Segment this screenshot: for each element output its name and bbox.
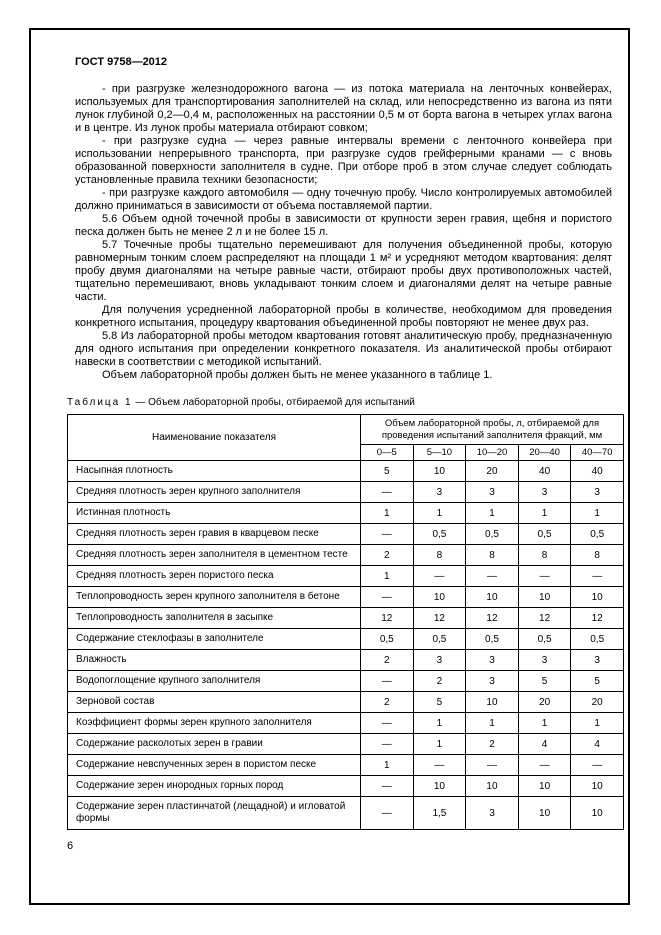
indicator-name-cell: Содержание стеклофазы в заполнителе — [68, 629, 361, 650]
column-header-indicator-name: Наименование показателя — [68, 415, 361, 461]
volume-value-cell: — — [361, 587, 414, 608]
column-group-header-volume: Объем лабораторной пробы, л, отбираемой для проведения испытаний заполнителя фракций, мм — [361, 415, 624, 445]
volume-value-cell: — — [361, 671, 414, 692]
table-row — [68, 776, 624, 797]
volume-value-cell: 0,5 — [413, 629, 466, 650]
volume-value-cell: 0,5 — [518, 524, 571, 545]
indicator-name-cell: Зерновой состав — [68, 692, 361, 713]
table-row — [68, 524, 624, 545]
volume-value-cell: 0,5 — [361, 629, 414, 650]
volume-value-cell: — — [361, 713, 414, 734]
volume-value-cell: 8 — [518, 545, 571, 566]
volume-value-cell: 12 — [413, 608, 466, 629]
volume-value-cell: 12 — [361, 608, 414, 629]
volume-value-cell: — — [571, 566, 624, 587]
volume-value-cell: 2 — [361, 692, 414, 713]
volume-value-cell: 2 — [361, 650, 414, 671]
volume-value-cell: 4 — [571, 734, 624, 755]
fraction-header-cell: 40—70 — [571, 445, 624, 461]
page-border-frame — [29, 28, 630, 905]
volume-value-cell: 40 — [518, 461, 571, 482]
document-title: ГОСТ 9758—2012 — [75, 56, 168, 68]
table-caption — [67, 397, 612, 408]
table-row — [68, 797, 624, 830]
volume-value-cell: — — [518, 566, 571, 587]
volume-value-cell: 1 — [361, 566, 414, 587]
volume-value-cell: — — [361, 734, 414, 755]
volume-value-cell: 1 — [571, 503, 624, 524]
table-row — [68, 671, 624, 692]
volume-value-cell: 10 — [413, 461, 466, 482]
volume-value-cell: 0,5 — [518, 629, 571, 650]
volume-value-cell: 3 — [466, 797, 519, 830]
volume-value-cell: 10 — [466, 692, 519, 713]
table-row — [68, 482, 624, 503]
volume-value-cell: — — [466, 566, 519, 587]
volume-value-cell: 10 — [518, 587, 571, 608]
volume-value-cell: — — [571, 755, 624, 776]
indicator-name-cell: Коэффициент формы зерен крупного заполнителя — [68, 713, 361, 734]
fraction-header-cell: 5—10 — [413, 445, 466, 461]
table-row — [68, 587, 624, 608]
volume-value-cell: 1 — [518, 503, 571, 524]
volume-value-cell: — — [361, 524, 414, 545]
table-caption-text: — Объем лабораторной пробы, отбираемой для испытаний — [132, 397, 415, 408]
volume-value-cell: 1 — [361, 755, 414, 776]
volume-value-cell: 3 — [518, 650, 571, 671]
indicator-name-cell: Насыпная плотность — [68, 461, 361, 482]
table-row — [68, 692, 624, 713]
volume-value-cell: 5 — [361, 461, 414, 482]
paragraph-quartering: Для получения усредненной лабораторной пробы в количестве, необходимом для проведения конкретного испытания, процедуру квартования объединенной пробы повторяют не менее двух раз. — [75, 304, 612, 329]
volume-value-cell: 0,5 — [413, 524, 466, 545]
indicator-name-cell: Средняя плотность зерен пористого песка — [68, 566, 361, 587]
indicator-name-cell: Средняя плотность зерен заполнителя в цементном тесте — [68, 545, 361, 566]
volume-value-cell: 1 — [518, 713, 571, 734]
paragraph-unloading-ship: - при разгрузке судна — через равные интервалы времени с ленточного конвейера при использовании непрерывного транспорта, при разгрузке судов грейферными кранами — с вновь образованной поверхности заполнителя в судне. При отборе проб в этом случае следует соблюдать установленные правила техники безопасности; — [75, 135, 612, 186]
volume-value-cell: 0,5 — [571, 629, 624, 650]
volume-value-cell: 5 — [571, 671, 624, 692]
table-row — [68, 755, 624, 776]
volume-value-cell: 40 — [571, 461, 624, 482]
volume-value-cell: — — [361, 776, 414, 797]
volume-value-cell: 0,5 — [571, 524, 624, 545]
volume-value-cell: 10 — [466, 587, 519, 608]
volume-value-cell: — — [361, 482, 414, 503]
volume-value-cell: 4 — [518, 734, 571, 755]
table-header-row-1 — [68, 415, 624, 445]
table-caption-label: Таблица 1 — [67, 397, 133, 408]
volume-value-cell: 0,5 — [466, 524, 519, 545]
volume-value-cell: 10 — [571, 797, 624, 830]
volume-value-cell: 8 — [571, 545, 624, 566]
indicator-name-cell: Влажность — [68, 650, 361, 671]
volume-value-cell: 1 — [466, 503, 519, 524]
volume-value-cell: 3 — [571, 650, 624, 671]
volume-value-cell: 1 — [413, 713, 466, 734]
volume-value-cell: 1 — [466, 713, 519, 734]
volume-value-cell: 2 — [361, 545, 414, 566]
paragraph-clause-5-8: 5.8 Из лабораторной пробы методом квартования готовят аналитическую пробу, предназначенную для одного испытания при определении конкретного показателя. Из аналитической пробы отбирают навески в соответствии с методикой испытаний. — [75, 330, 612, 368]
volume-value-cell: 3 — [466, 482, 519, 503]
volume-value-cell: 1 — [413, 734, 466, 755]
table-row — [68, 545, 624, 566]
volume-value-cell: 2 — [413, 671, 466, 692]
volume-value-cell: 3 — [466, 650, 519, 671]
fraction-header-cell: 20—40 — [518, 445, 571, 461]
volume-value-cell: 8 — [413, 545, 466, 566]
paragraph-table-reference: Объем лабораторной пробы должен быть не менее указанного в таблице 1. — [102, 369, 493, 381]
volume-value-cell: — — [518, 755, 571, 776]
indicator-name-cell: Водопоглощение крупного заполнителя — [68, 671, 361, 692]
volume-value-cell: 1,5 — [413, 797, 466, 830]
volume-value-cell: 1 — [361, 503, 414, 524]
paragraph-clause-5-7: 5.7 Точечные пробы тщательно перемешивают для получения объединенной пробы, которую равномерным тонким слоем распределяют на площади 1 м² и усредняют методом квартования: делят пробу двумя диагоналями на четыре равные части, отбирают пробы двух противоположных частей, тщательно перемешивают, вновь укладывают тонким слоем и диагоналями делят на четыре равные части. — [75, 239, 612, 303]
indicator-name-cell: Содержание расколотых зерен в гравии — [68, 734, 361, 755]
volume-value-cell: 3 — [518, 482, 571, 503]
volume-value-cell: 1 — [413, 503, 466, 524]
volume-value-cell: 10 — [413, 776, 466, 797]
volume-value-cell: 10 — [571, 587, 624, 608]
indicator-name-cell: Содержание зерен пластинчатой (лещадной) и игловатой формы — [68, 797, 361, 830]
indicator-name-cell: Содержание невспученных зерен в пористом песке — [68, 755, 361, 776]
volume-value-cell: 3 — [571, 482, 624, 503]
paragraph-unloading-truck: - при разгрузке каждого автомобиля — одну точечную пробу. Число контролируемых автомобилей должно приниматься в зависимости от объема поставляемой партии. — [75, 187, 612, 212]
indicator-name-cell: Содержание зерен инородных горных пород — [68, 776, 361, 797]
volume-value-cell: 5 — [518, 671, 571, 692]
paragraph-unloading-railcar: - при разгрузке железнодорожного вагона — из потока материала на ленточных конвейерах, используемых для транспортирования заполнителей на склад, или непосредственно из вагона из пяти лунок глубиной 0,2—0,4 м, расположенных на расстоянии 0,5 м от борта вагона в четырех углах вагона и в центре. Из лунок пробы материала отбирают совком; — [75, 83, 612, 134]
volume-value-cell: 3 — [466, 671, 519, 692]
volume-value-cell: 10 — [466, 776, 519, 797]
volume-value-cell: 20 — [571, 692, 624, 713]
volume-value-cell: 12 — [518, 608, 571, 629]
volume-value-cell: 10 — [518, 797, 571, 830]
table-row — [68, 629, 624, 650]
page-number: 6 — [67, 840, 74, 852]
volume-value-cell: 20 — [518, 692, 571, 713]
table-row — [68, 566, 624, 587]
volume-value-cell: 10 — [571, 776, 624, 797]
volume-value-cell: — — [413, 566, 466, 587]
page-content — [67, 56, 613, 852]
volume-value-cell: 2 — [466, 734, 519, 755]
indicator-name-cell: Истинная плотность — [68, 503, 361, 524]
indicator-name-cell: Теплопроводность заполнителя в засыпке — [68, 608, 361, 629]
volume-value-cell: — — [466, 755, 519, 776]
table-row — [68, 650, 624, 671]
volume-value-cell: 20 — [466, 461, 519, 482]
volume-value-cell: 0,5 — [466, 629, 519, 650]
table-row — [68, 461, 624, 482]
volume-value-cell: 12 — [466, 608, 519, 629]
volume-value-cell: — — [413, 755, 466, 776]
volume-value-cell: 3 — [413, 650, 466, 671]
table-body — [68, 461, 624, 830]
paragraph-clause-5-6: 5.6 Объем одной точечной пробы в зависимости от крупности зерен гравия, щебня и пористого песка должен быть не менее 2 л и не более 15 л. — [75, 213, 612, 238]
volume-value-cell: 8 — [466, 545, 519, 566]
lab-sample-volume-table — [67, 414, 624, 830]
volume-value-cell: 12 — [571, 608, 624, 629]
table-row — [68, 608, 624, 629]
fraction-header-cell: 0—5 — [361, 445, 414, 461]
table-row — [68, 503, 624, 524]
table-row — [68, 734, 624, 755]
volume-value-cell: 10 — [413, 587, 466, 608]
table-row — [68, 713, 624, 734]
fraction-header-cell: 10—20 — [466, 445, 519, 461]
indicator-name-cell: Средняя плотность зерен гравия в кварцевом песке — [68, 524, 361, 545]
indicator-name-cell: Теплопроводность зерен крупного заполнителя в бетоне — [68, 587, 361, 608]
volume-value-cell: — — [361, 797, 414, 830]
indicator-name-cell: Средняя плотность зерен крупного заполнителя — [68, 482, 361, 503]
volume-value-cell: 3 — [413, 482, 466, 503]
table-header — [68, 415, 624, 461]
volume-value-cell: 5 — [413, 692, 466, 713]
volume-value-cell: 10 — [518, 776, 571, 797]
volume-value-cell: 1 — [571, 713, 624, 734]
